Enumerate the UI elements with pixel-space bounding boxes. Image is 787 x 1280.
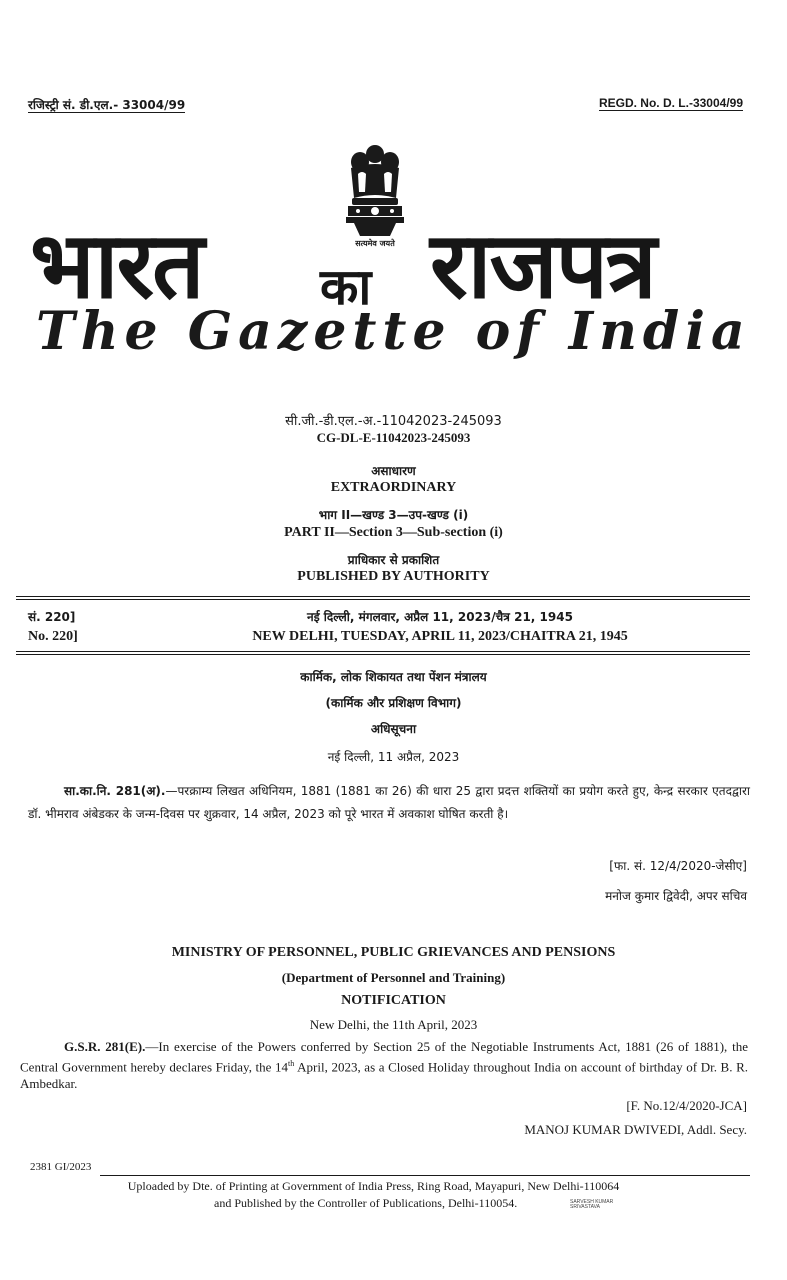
body-text-english-2: April, 2023, as a Closed Holiday throughout India on account of birthday of Dr. B. R. Ambedkar. — [20, 1059, 748, 1092]
place-date-hindi: नई दिल्ली, 11 अप्रैल, 2023 — [327, 750, 460, 764]
notification-body-english — [20, 1038, 748, 1092]
department-english: (Department of Personnel and Training) — [281, 970, 506, 985]
emblem-motto: सत्यमेव जयते — [355, 239, 395, 248]
notification-body-hindi — [28, 780, 750, 826]
footer-line-1: Uploaded by Dte. of Printing at Government of India Press, Ring Road, Mayapuri, New Delhi-110064 — [127, 1179, 620, 1193]
issue-date-english: NEW DELHI, TUESDAY, APRIL 11, 2023/CHAITRA 21, 1945 — [252, 629, 628, 644]
file-number-english: [F. No.12/4/2020-JCA] — [626, 1098, 747, 1113]
notification-heading-english: NOTIFICATION — [341, 993, 446, 1008]
ministry-english: MINISTRY OF PERSONNEL, PUBLIC GRIEVANCES AND PENSIONS — [171, 945, 616, 960]
authority-hindi: प्राधिकार से प्रकाशित — [347, 553, 440, 567]
registration-number-english: REGD. No. D. L.-33004/99 — [598, 96, 743, 110]
registration-number-hindi: रजिस्ट्री सं. डी.एल.- 33004/99 — [28, 98, 186, 112]
masthead-hindi-ka: का — [320, 258, 372, 316]
footer-rule — [100, 1175, 750, 1176]
extraordinary-hindi: असाधारण — [371, 464, 416, 478]
issue-date-hindi: नई दिल्ली, मंगलवार, अप्रैल 11, 2023/चैत्र 21, 1945 — [307, 610, 573, 624]
body-text-hindi: —परक्राम्य लिखत अधिनियम, 1881 (1881 का 26) की धारा 25 द्वारा प्रदत्त शक्तियों का प्रयोग करते हुए, केन्द्र सरकार एतदद्वारा डॉ. भीमराव अंबेडकर के जन्म-दिवस पर शुक्रवार, 14 अप्रैल, 2023 को पूरे भारत में अवकाश घोषित करती है। — [28, 784, 750, 821]
issue-number-hindi: सं. 220] — [28, 610, 76, 624]
part-hindi: भाग II—खण्ड 3—उप-खण्ड (i) — [318, 508, 469, 522]
signatory-hindi: मनोज कुमार द्विवेदी, अपर सचिव — [605, 889, 747, 903]
rule-top-1 — [16, 596, 750, 597]
footer-line-2: and Published by the Controller of Publications, Delhi-110054. — [214, 1196, 518, 1210]
ministry-hindi: कार्मिक, लोक शिकायत तथा पेंशन मंत्रालय — [300, 670, 487, 684]
signer-name-1: SARVESH KUMAR — [570, 1199, 614, 1205]
authority-english: PUBLISHED BY AUTHORITY — [297, 569, 490, 584]
signatory-english: MANOJ KUMAR DWIVEDI, Addl. Secy. — [524, 1122, 747, 1137]
part-english: PART II—Section 3—Sub-section (i) — [284, 525, 503, 540]
rule-bottom-1 — [16, 651, 750, 652]
notification-heading-hindi: अधिसूचना — [370, 722, 417, 736]
gsr-number-english: G.S.R. 281(E). — [64, 1039, 146, 1054]
issue-number-english: No. 220] — [28, 629, 78, 644]
gsr-number-hindi: सा.का.नि. 281(अ). — [64, 784, 166, 798]
gazette-id-english: CG-DL-E-11042023-245093 — [316, 430, 471, 445]
extraordinary-english: EXTRAORDINARY — [330, 480, 457, 495]
body-superscript: th — [288, 1059, 295, 1068]
body-text-english-1: —In exercise of the Powers conferred by Section 25 of the Negotiable Instruments Act, 1881 (26 of 1881), the Central Government hereby declares Friday, the 14 — [20, 1039, 748, 1075]
rule-bottom-2 — [16, 654, 750, 655]
file-number-hindi: [फा. सं. 12/4/2020-जेसीए] — [609, 859, 747, 873]
signer-name-2: SRIVASTAVA — [570, 1204, 600, 1210]
department-hindi: (कार्मिक और प्रशिक्षण विभाग) — [325, 696, 462, 710]
masthead-hindi-bharat: भारत — [30, 212, 203, 319]
digital-signature-stamp — [570, 1200, 613, 1210]
place-date-english: New Delhi, the 11th April, 2023 — [309, 1017, 478, 1032]
gazette-id-hindi: सी.जी.-डी.एल.-अ.-11042023-245093 — [285, 414, 502, 429]
masthead-hindi-rajpatra: राजपत्र — [430, 212, 655, 319]
masthead-english: The Gazette of India — [36, 301, 751, 362]
rule-top-2 — [16, 599, 750, 600]
print-code: 2381 GI/2023 — [30, 1161, 92, 1173]
